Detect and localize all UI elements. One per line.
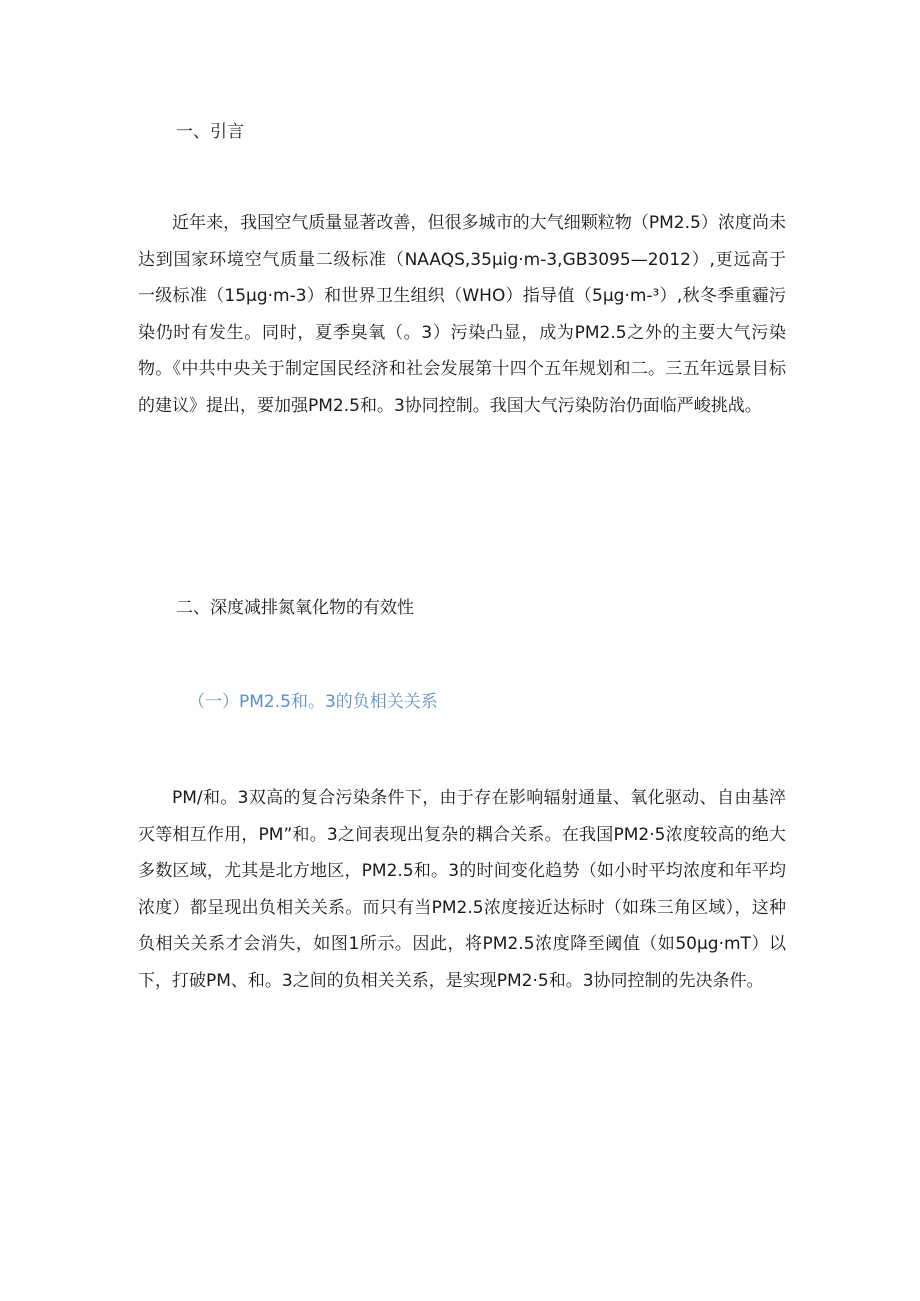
section-heading-nox-reduction: 二、深度减排氮氧化物的有效性 — [176, 598, 414, 618]
section-heading-introduction: 一、引言 — [176, 122, 244, 142]
introduction-paragraph: 近年来，我国空气质量显著改善，但很多城市的大气细颗粒物（PM2.5）浓度尚未达到国家环境空气质量二级标准（NAAQS,35μig·m-3,GB3095—2012）,更远高于一级标准（15μg·m-3）和世界卫生组织（WHO）指导值（5μg·m-³）,秋冬季重霾污染仍时有发生。同时，夏季臭氧（。3）污染凸显，成为PM2.5之外的主要大气污染物。《中共中央关于制定国民经济和社会发展第十四个五年规划和二。三五年远景目标的建议》提出，要加强PM2.5和。3协同控制。我国大气污染防治仍面临严峻挑战。 — [138, 213, 786, 416]
subsection-heading-negative-correlation: （一）PM2.5和。3的负相关关系 — [188, 692, 438, 712]
negative-correlation-paragraph: PM/和。3双高的复合污染条件下，由于存在影响辐射通量、氧化驱动、自由基淬灭等相互作用，PM”和。3之间表现出复杂的耦合关系。在我国PM2·5浓度较高的绝大多数区域，尤其是北方地区，PM2.5和。3的时间变化趋势（如小时平均浓度和年平均浓度）都呈现出负相关关系。而只有当PM2.5浓度接近达标时（如珠三角区域），这种负相关关系才会消失，如图1所示。因此，将PM2.5浓度降至阈值（如50μg·mT）以下，打破PM、和。3之间的负相关关系，是实现PM2·5和。3协同控制的先决条件。 — [138, 788, 786, 991]
